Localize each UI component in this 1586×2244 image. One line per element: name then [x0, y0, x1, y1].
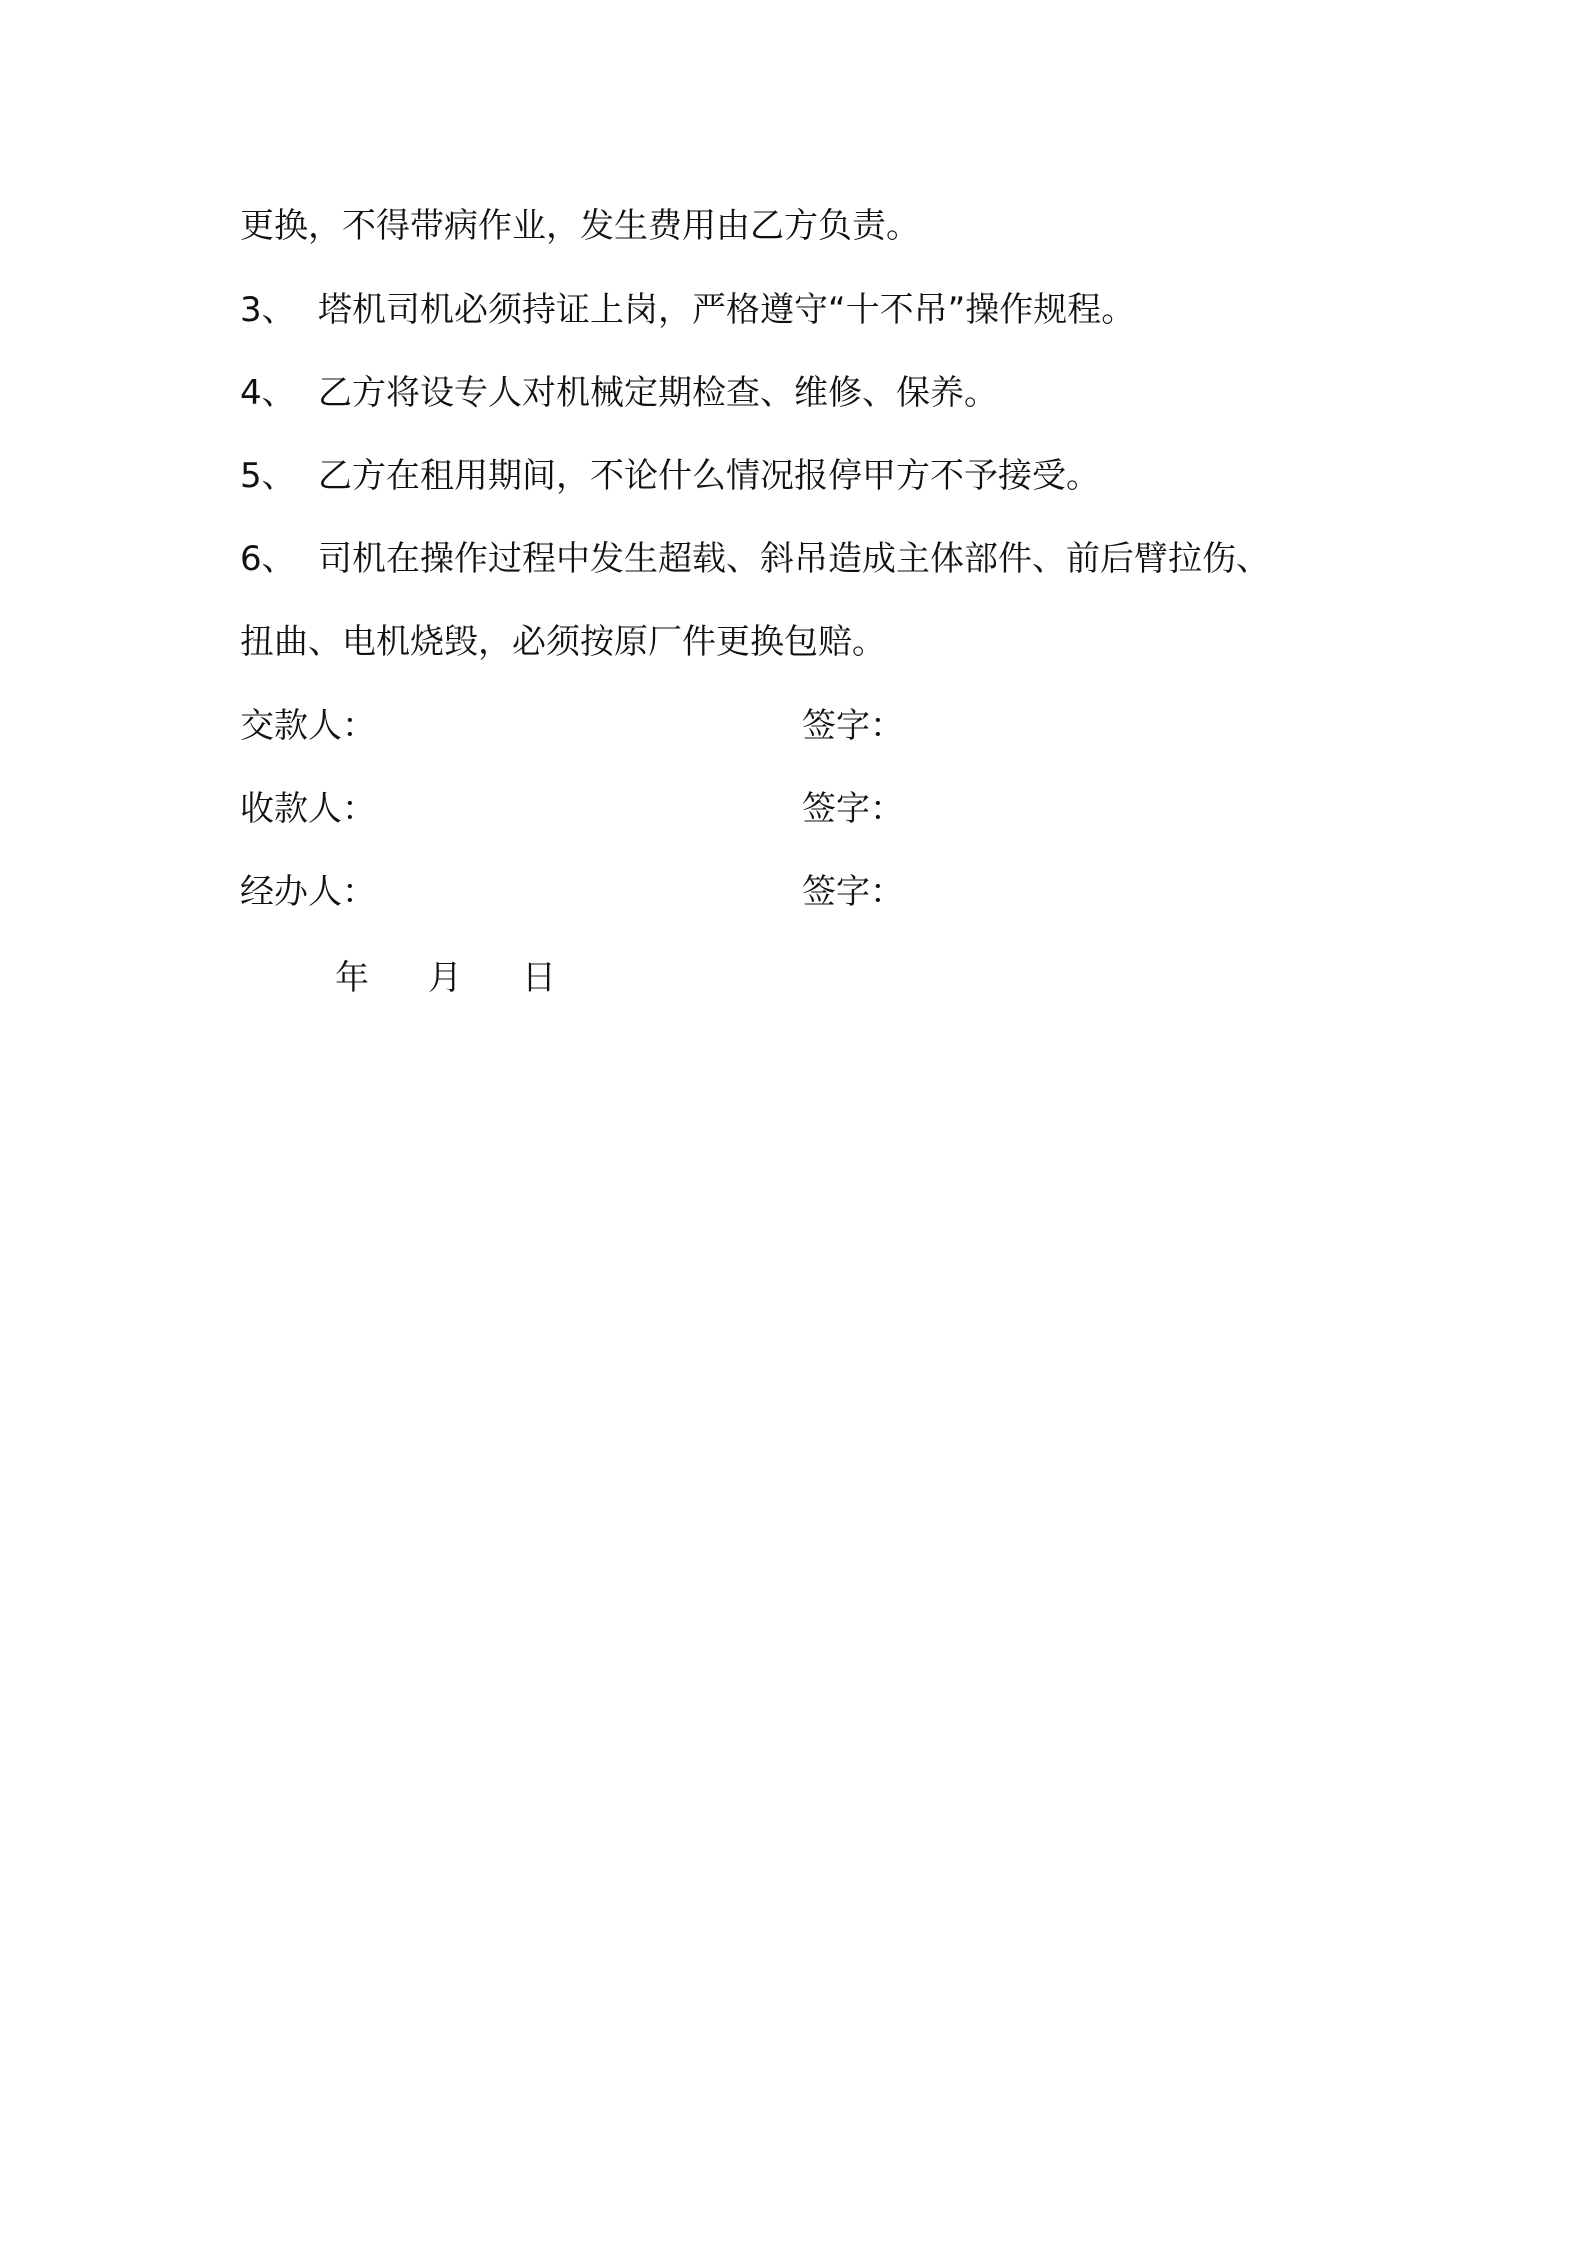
clause-5 — [240, 456, 1100, 496]
signature-field-label: 签字： — [802, 872, 904, 912]
clause-6-continuation — [240, 622, 886, 662]
clause-number: 4、 — [240, 373, 296, 413]
signature-field-label: 签字： — [802, 706, 904, 746]
clause-number: 5、 — [240, 456, 296, 496]
continuation-line — [240, 206, 920, 246]
signature-label: 收款人： — [240, 789, 376, 829]
clause-number: 6、 — [240, 539, 296, 579]
continuation-text: 更换，不得带病作业，发生费用由乙方负责。 — [240, 206, 920, 246]
clause-text: 塔机司机必须持证上岗，严格遵守“十不吊”操作规程。 — [318, 290, 1136, 330]
clause-text: 乙方将设专人对机械定期检查、维修、保养。 — [318, 373, 998, 413]
signature-label: 经办人： — [240, 872, 376, 912]
clause-3 — [240, 290, 1135, 330]
signature-label: 交款人： — [240, 706, 376, 746]
signature-field-label: 签字： — [802, 789, 904, 829]
clause-text: 司机在操作过程中发生超载、斜吊造成主体部件、前后臂拉伤、 — [318, 539, 1270, 579]
clause-text: 扭曲、电机烧毁，必须按原厂件更换包赔。 — [240, 622, 886, 662]
date-day: 日 — [522, 958, 556, 998]
clause-text: 乙方在租用期间，不论什么情况报停甲方不予接受。 — [318, 456, 1100, 496]
date-year: 年 — [335, 958, 369, 998]
date-month: 月 — [428, 958, 462, 998]
clause-4 — [240, 373, 998, 413]
clause-number: 3、 — [240, 290, 296, 330]
clause-6 — [240, 539, 1270, 579]
